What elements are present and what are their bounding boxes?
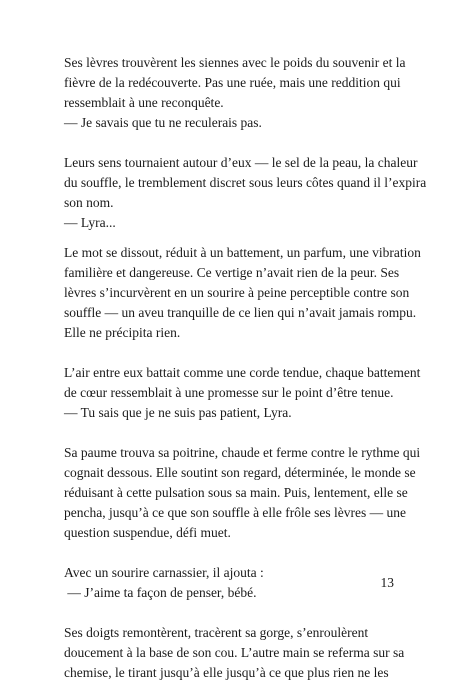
text-line: Elle ne précipita rien. [64,325,181,340]
text-line: — Je savais que tu ne reculerais pas. [64,115,262,130]
paragraph [64,363,421,423]
paragraph-spacer [64,343,396,363]
text-line: fièvre de la redécouverte. Pas une ruée, mais une reddition qui [64,75,401,90]
paragraph-spacer [64,423,396,443]
paragraph-spacer [64,233,396,243]
text-line: — Tu sais que je ne suis pas patient, Lyra. [64,405,292,420]
text-line: lèvres s’incurvèrent en un sourire à peine perceptible contre son [64,285,410,300]
text-line: pencha, jusqu’à ce que son souffle à elle frôle ses lèvres — une [64,505,407,520]
text-line: de cœur ressemblait à une promesse sur le point d’être tenue. [64,385,394,400]
text-line: chemise, le tirant jusqu’à elle jusqu’à ce que plus rien ne les [64,665,389,680]
paragraph [64,563,396,603]
paragraph [64,53,406,133]
text-line: réduisant à cette pulsation sous sa main. Puis, lentement, elle se [64,485,408,500]
paragraph [64,623,405,683]
paragraph [64,153,427,233]
paragraph [64,243,421,343]
text-line: ressemblait à une reconquête. [64,95,224,110]
text-line: souffle — un aveu tranquille de ce lien qui n’avait jamais rompu. [64,305,417,320]
paragraph-spacer [64,543,396,563]
text-line: Leurs sens tournaient autour d’eux — le sel de la peau, la chaleur [64,155,418,170]
text-line: Avec un sourire carnassier, il ajouta : [64,565,264,580]
paragraph-spacer [64,133,396,153]
paragraph [64,443,421,543]
text-line: familière et dangereuse. Ce vertige n’avait rien de la peur. Ses [64,265,400,280]
text-line: Ses lèvres trouvèrent les siennes avec le poids du souvenir et la [64,55,406,70]
text-line: — J’aime ta façon de penser, bébé. [64,585,257,600]
page-number: 13 [380,575,394,590]
text-line: Le mot se dissout, réduit à un battement, un parfum, une vibration [64,245,421,260]
text-line: Ses doigts remontèrent, tracèrent sa gorge, s’enroulèrent [64,625,369,640]
text-line: doucement à la base de son cou. L’autre main se referma sur sa [64,645,405,660]
text-line: son nom. [64,195,114,210]
text-line: question suspendue, défi muet. [64,525,231,540]
text-line: du souffle, le tremblement discret sous leurs côtes quand il l’expira [64,175,427,190]
body-text [64,53,427,683]
text-line: — Lyra... [64,215,116,230]
text-line: Sa paume trouva sa poitrine, chaude et ferme contre le rythme qui [64,445,421,460]
text-line: cognait dessous. Elle soutint son regard, déterminée, le monde se [64,465,416,480]
text-line: L’air entre eux battait comme une corde tendue, chaque battement [64,365,421,380]
paragraph-spacer [64,603,396,623]
